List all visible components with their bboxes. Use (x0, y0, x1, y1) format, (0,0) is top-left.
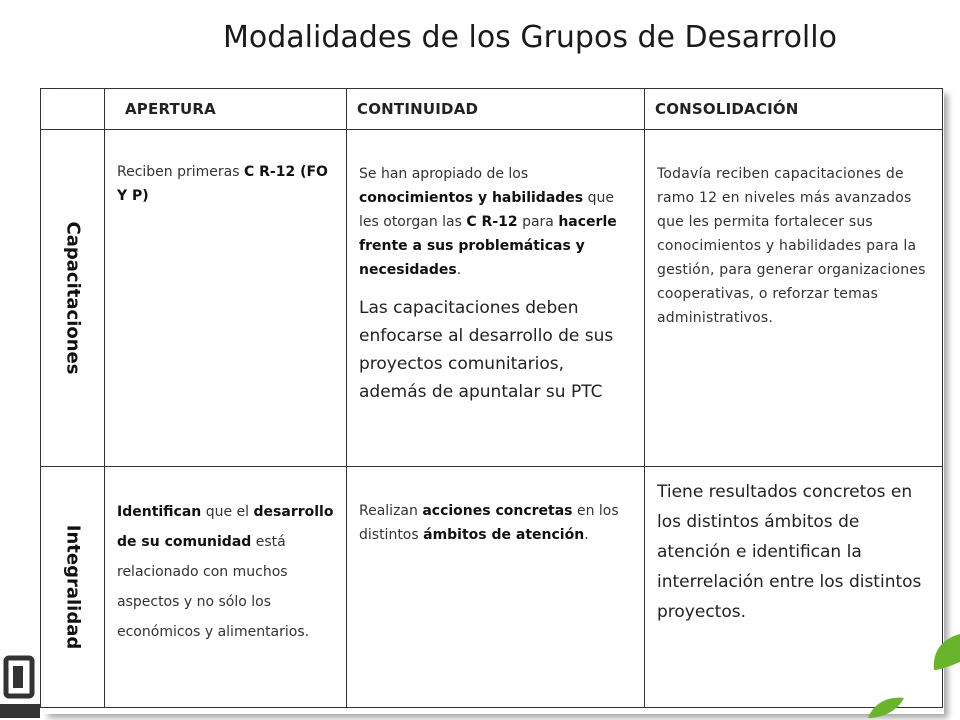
cell-integralidad-apertura (105, 467, 347, 708)
header-continuidad-label: CONTINUIDAD (357, 100, 479, 118)
cell-capacitaciones-consolidacion (645, 130, 943, 467)
text-segment: acciones concretas (422, 503, 573, 519)
header-row (41, 89, 943, 130)
page-title: Modalidades de los Grupos de Desarrollo (223, 20, 837, 55)
text-segment: Realizan (359, 503, 423, 519)
dif-logo-icon (0, 652, 40, 720)
row-label-cell-integralidad (41, 467, 105, 708)
text-segment: . (456, 262, 462, 278)
leaf-small-icon (866, 694, 906, 720)
header-consolidacion (645, 89, 943, 130)
text-segment: que el (201, 504, 254, 520)
text-segment: ámbitos de atención (423, 527, 585, 543)
header-apertura-label: APERTURA (125, 100, 216, 118)
header-continuidad (347, 89, 645, 130)
text-capacitaciones-consolidacion: Todavía reciben capacitaciones de ramo 12 en niveles más avanzados que les permita fortalecer sus conocimientos y habilidades para la gestión, para generar organizaciones cooperativas, o reforzar temas administrativos. (657, 166, 926, 326)
text-segment: hacerle frente a sus problemáticas y necesidades (359, 214, 617, 278)
text-segment: Se han apropiado de los (359, 166, 529, 182)
row-label-capacitaciones: Capacitaciones (62, 221, 83, 375)
cell-capacitaciones-apertura (105, 130, 347, 467)
text-segment: en los distintos (359, 503, 619, 543)
modalidades-table (40, 88, 943, 708)
header-consolidacion-label: CONSOLIDACIÓN (655, 100, 799, 118)
text-integralidad-consolidacion: Tiene resultados concretos en los distintos ámbitos de atención e identifican la interrelación entre los distintos proyectos. (657, 482, 922, 622)
leaf-icon (930, 632, 960, 672)
header-corner (41, 89, 105, 130)
text-segment: Identifican (117, 504, 202, 520)
text-segment: C R-12 (FO Y P) (117, 164, 328, 204)
row-integralidad (41, 467, 943, 708)
text-capacitaciones-apertura (105, 130, 346, 208)
text-segment: . (584, 527, 589, 543)
text-segment: para (517, 214, 559, 230)
cell-integralidad-consolidacion (645, 467, 943, 708)
row-label-cell-capacitaciones (41, 130, 105, 467)
text-capacitaciones-continuidad (347, 130, 644, 282)
text-capacitaciones-continuidad-extra: Las capacitaciones deben enfocarse al desarrollo de sus proyectos comunitarios, además de apuntalar su PTC (359, 298, 614, 402)
text-segment: está relacionado con muchos aspectos y no sólo los económicos y alimentarios. (117, 534, 310, 640)
row-label-integralidad: Integralidad (62, 524, 83, 650)
cell-capacitaciones-continuidad (347, 130, 645, 467)
header-apertura (105, 89, 347, 130)
text-segment: desarrollo de su comunidad (117, 504, 334, 550)
text-segment: conocimientos y habilidades (359, 190, 584, 206)
cell-integralidad-continuidad (347, 467, 645, 708)
text-integralidad-apertura (105, 467, 346, 647)
text-integralidad-continuidad (347, 467, 644, 547)
text-segment: Reciben primeras (117, 164, 244, 180)
text-segment: C R-12 (466, 214, 518, 230)
row-capacitaciones (41, 130, 943, 467)
text-segment: que les otorgan las (359, 190, 614, 230)
